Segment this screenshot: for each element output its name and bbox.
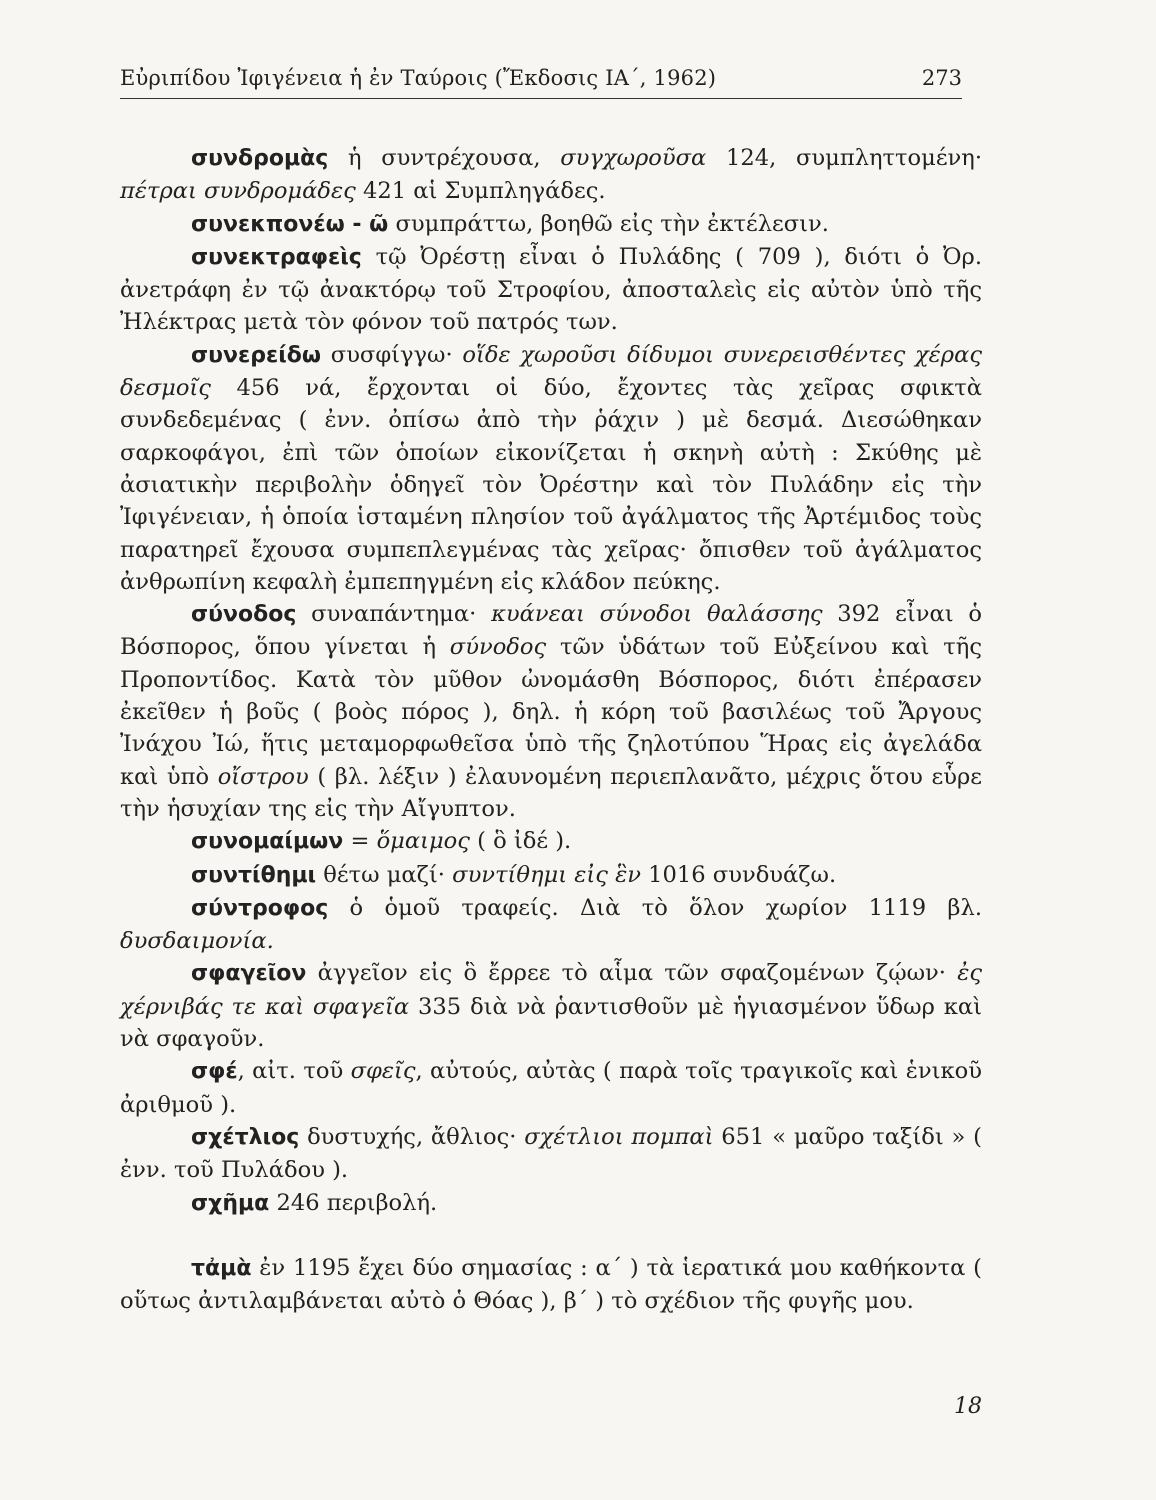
entry-definition: θέτω μαζί·	[316, 861, 453, 888]
entry-definition: 1016 συνδυάζω.	[640, 861, 837, 888]
running-title: Εὐριπίδου Ἰφιγένεια ἡ ἐν Ταύροις (Ἔκδοσις ΙΑ΄, 1962)	[120, 66, 717, 90]
glossary-entry	[120, 1187, 982, 1220]
entry-quotation: οἴστρου	[217, 763, 309, 790]
entry-definition: =	[343, 828, 377, 855]
glossary-entry	[120, 598, 982, 825]
entry-quotation: συντίθημι εἰς ἓν	[452, 861, 641, 888]
running-header	[120, 64, 962, 99]
entry-quotation: σύνοδος	[449, 634, 547, 661]
entry-definition: , αἰτ. τοῦ	[237, 1058, 351, 1085]
entry-definition: 124, συμπληττομένη·	[706, 145, 982, 171]
entry-quotation: ἐς χέρνιβάς τε καὶ σφαγεῖα	[120, 960, 982, 1020]
entry-headword: συνεκτραφεὶς	[191, 244, 362, 270]
entry-definition: συμπράττω, βοηθῶ εἰς τὴν ἐκτέλεσιν.	[388, 210, 829, 237]
entry-headword: συνερείδω	[191, 342, 322, 368]
entry-definition: ἀγγεῖον εἰς ὃ ἔρρεε τὸ αἷμα τῶν σφαζομένων ζῴων·	[306, 960, 958, 987]
entry-headword: σχῆμα	[191, 1190, 270, 1216]
glossary-entry	[120, 208, 982, 241]
entry-headword: σύνοδος	[191, 602, 297, 628]
glossary-entry	[120, 892, 982, 958]
entry-quotation: σχέτλιοι πομπαὶ	[524, 1123, 714, 1150]
entry-headword: συνομαίμων	[191, 829, 344, 855]
entry-definition: συναπάντημα·	[296, 601, 492, 628]
glossary-entry	[120, 241, 982, 339]
entry-headword: συντίθημι	[191, 862, 317, 888]
entry-headword: σύντροφος	[191, 895, 329, 921]
entry-definition: 335 διὰ νὰ ῥαντισθοῦν μὲ ἡγιασμένον ὕδωρ καὶ νὰ σφαγοῦν.	[120, 993, 983, 1053]
entry-definition: ( βλ. λέξιν ) ἐλαυνομένη περιεπλανᾶτο, μέχρις ὅτου εὗρε τὴν ἡσυχίαν της εἰς τὴν Αἴγυπτον.	[120, 763, 982, 822]
entry-definition: τῷ Ὀρέστῃ εἶναι ὁ Πυλάδης ( 709 ), διότι ὁ Ὀρ. ἀνετράφη ἐν τῷ ἀνακτόρῳ τοῦ Στροφίου, ἀποσταλεὶς εἰς αὐτὸν ὑπὸ τῆς Ἠλέκτρας μετὰ τὸν φόνον τοῦ πατρός των.	[120, 243, 982, 336]
entry-definition: τῶν ὑδάτων τοῦ Εὐξείνου καὶ τῆς Προποντίδος. Κατὰ τὸν μῦθον ὠνομάσθη Βόσπορος, διότι ἐπέρασεν ἐκεῖθεν ἡ βοῦς ( βοὸς πόρος ), δηλ. ἡ κόρη τοῦ βασιλέως τοῦ Ἄργους Ἰνάχου Ἰώ, ἥτις μεταμορφωθεῖσα ὑπὸ τῆς ζηλοτύπου Ἥρας εἰς ἀγελάδα καὶ ὑπὸ	[120, 634, 982, 790]
entry-definition: δυστυχής, ἄθλιος·	[299, 1123, 525, 1150]
glossary-entry	[120, 825, 982, 858]
page-number: 273	[921, 66, 962, 90]
entry-definition: συσφίγγω·	[321, 341, 463, 368]
entry-definition: 392 εἶναι ὁ Βόσπορος, ὅπου γίνεται ἡ	[120, 601, 982, 661]
entry-definition: , αὐτούς, αὐτὰς ( παρὰ τοῖς τραγικοῖς καὶ ἑνικοῦ ἀριθμοῦ ).	[120, 1058, 982, 1118]
entry-headword: σφαγεῖον	[191, 961, 307, 987]
entry-quotation: συγχωροῦσα	[560, 145, 707, 171]
entry-quotation: κυάνεαι σύνοδοι θαλάσσης	[491, 601, 823, 628]
glossary-entry	[120, 142, 982, 208]
entry-definition: 421 αἱ Συμπληγάδες.	[355, 178, 606, 205]
entry-definition: ὁ ὁμοῦ τραφείς. Διὰ τὸ ὅλον χωρίον 1119 βλ.	[328, 894, 982, 921]
glossary-body	[120, 142, 982, 1317]
entry-definition: 651 « μαῦρο ταξίδι » ( ἐνν. τοῦ Πυλάδου ).	[120, 1123, 982, 1184]
entry-definition: ἐν 1195 ἔχει δύο σημασίας : α΄ ) τὰ ἱερατικά μου καθήκοντα ( οὕτως ἀντιλαμβάνεται αὐτὸ ὁ Θόας ), β΄ ) τὸ σχέδιον τῆς φυγῆς μου.	[120, 1254, 982, 1315]
glossary-entry	[120, 957, 982, 1055]
entry-definition: ἡ συντρέχουσα,	[328, 145, 561, 171]
glossary-entry	[120, 1055, 982, 1121]
entry-headword: σφέ	[191, 1059, 238, 1085]
glossary-entry	[120, 859, 982, 892]
glossary-entry	[120, 339, 982, 598]
entry-headword: τἀμὰ	[191, 1255, 252, 1281]
entry-quotation: οἵδε χωροῦσι δίδυμοι συνερεισθέντες χέρας δεσμοῖς	[120, 341, 982, 402]
entry-headword: συνδρομὰς	[191, 146, 329, 171]
glossary-entry	[120, 1252, 982, 1318]
entry-definition: ( ὃ ἰδέ ).	[469, 828, 572, 855]
entry-quotation: πέτραι συνδρομάδες	[120, 178, 356, 205]
entry-headword: σχέτλιος	[191, 1124, 300, 1150]
entry-definition: 246 περιβολή.	[269, 1189, 438, 1216]
entry-headword: συνεκπονέω - ῶ	[191, 211, 389, 237]
signature-mark: 18	[954, 1394, 982, 1419]
entry-quotation: δυσδαιμονία.	[120, 928, 274, 955]
entry-definition: 456 νά, ἔρχονται οἱ δύο, ἔχοντες τὰς χεῖρας σφικτὰ συνδεδεμένας ( ἐνν. ὀπίσω ἀπὸ τὴν ῥάχιν ) μὲ δεσμά. Διεσώθηκαν σαρκοφάγοι, ἐπὶ τῶν ὁποίων εἰκονίζεται ἡ σκηνὴ αὐτὴ : Σκύθης μὲ ἀσιατικὴν περιβολὴν ὁδηγεῖ τὸν Ὀρέστην καὶ τὸν Πυλάδην εἰς τὴν Ἰφιγένειαν, ἡ ὁποία ἱσταμένη πλησίον τοῦ ἀγάλματος τῆς Ἀρτέμιδος τοὺς παρατηρεῖ ἔχουσα συμπεπλεγμένας τὰς χεῖρας· ὄπισθεν τοῦ ἀγάλματος ἀνθρωπίνη κεφαλὴ ἐμπεπηγμένη εἰς κλάδον πεύκης.	[120, 375, 982, 595]
glossary-entry	[120, 1121, 982, 1187]
entry-quotation: σφεῖς	[350, 1058, 416, 1085]
entry-quotation: ὅμαιμος	[376, 828, 470, 855]
